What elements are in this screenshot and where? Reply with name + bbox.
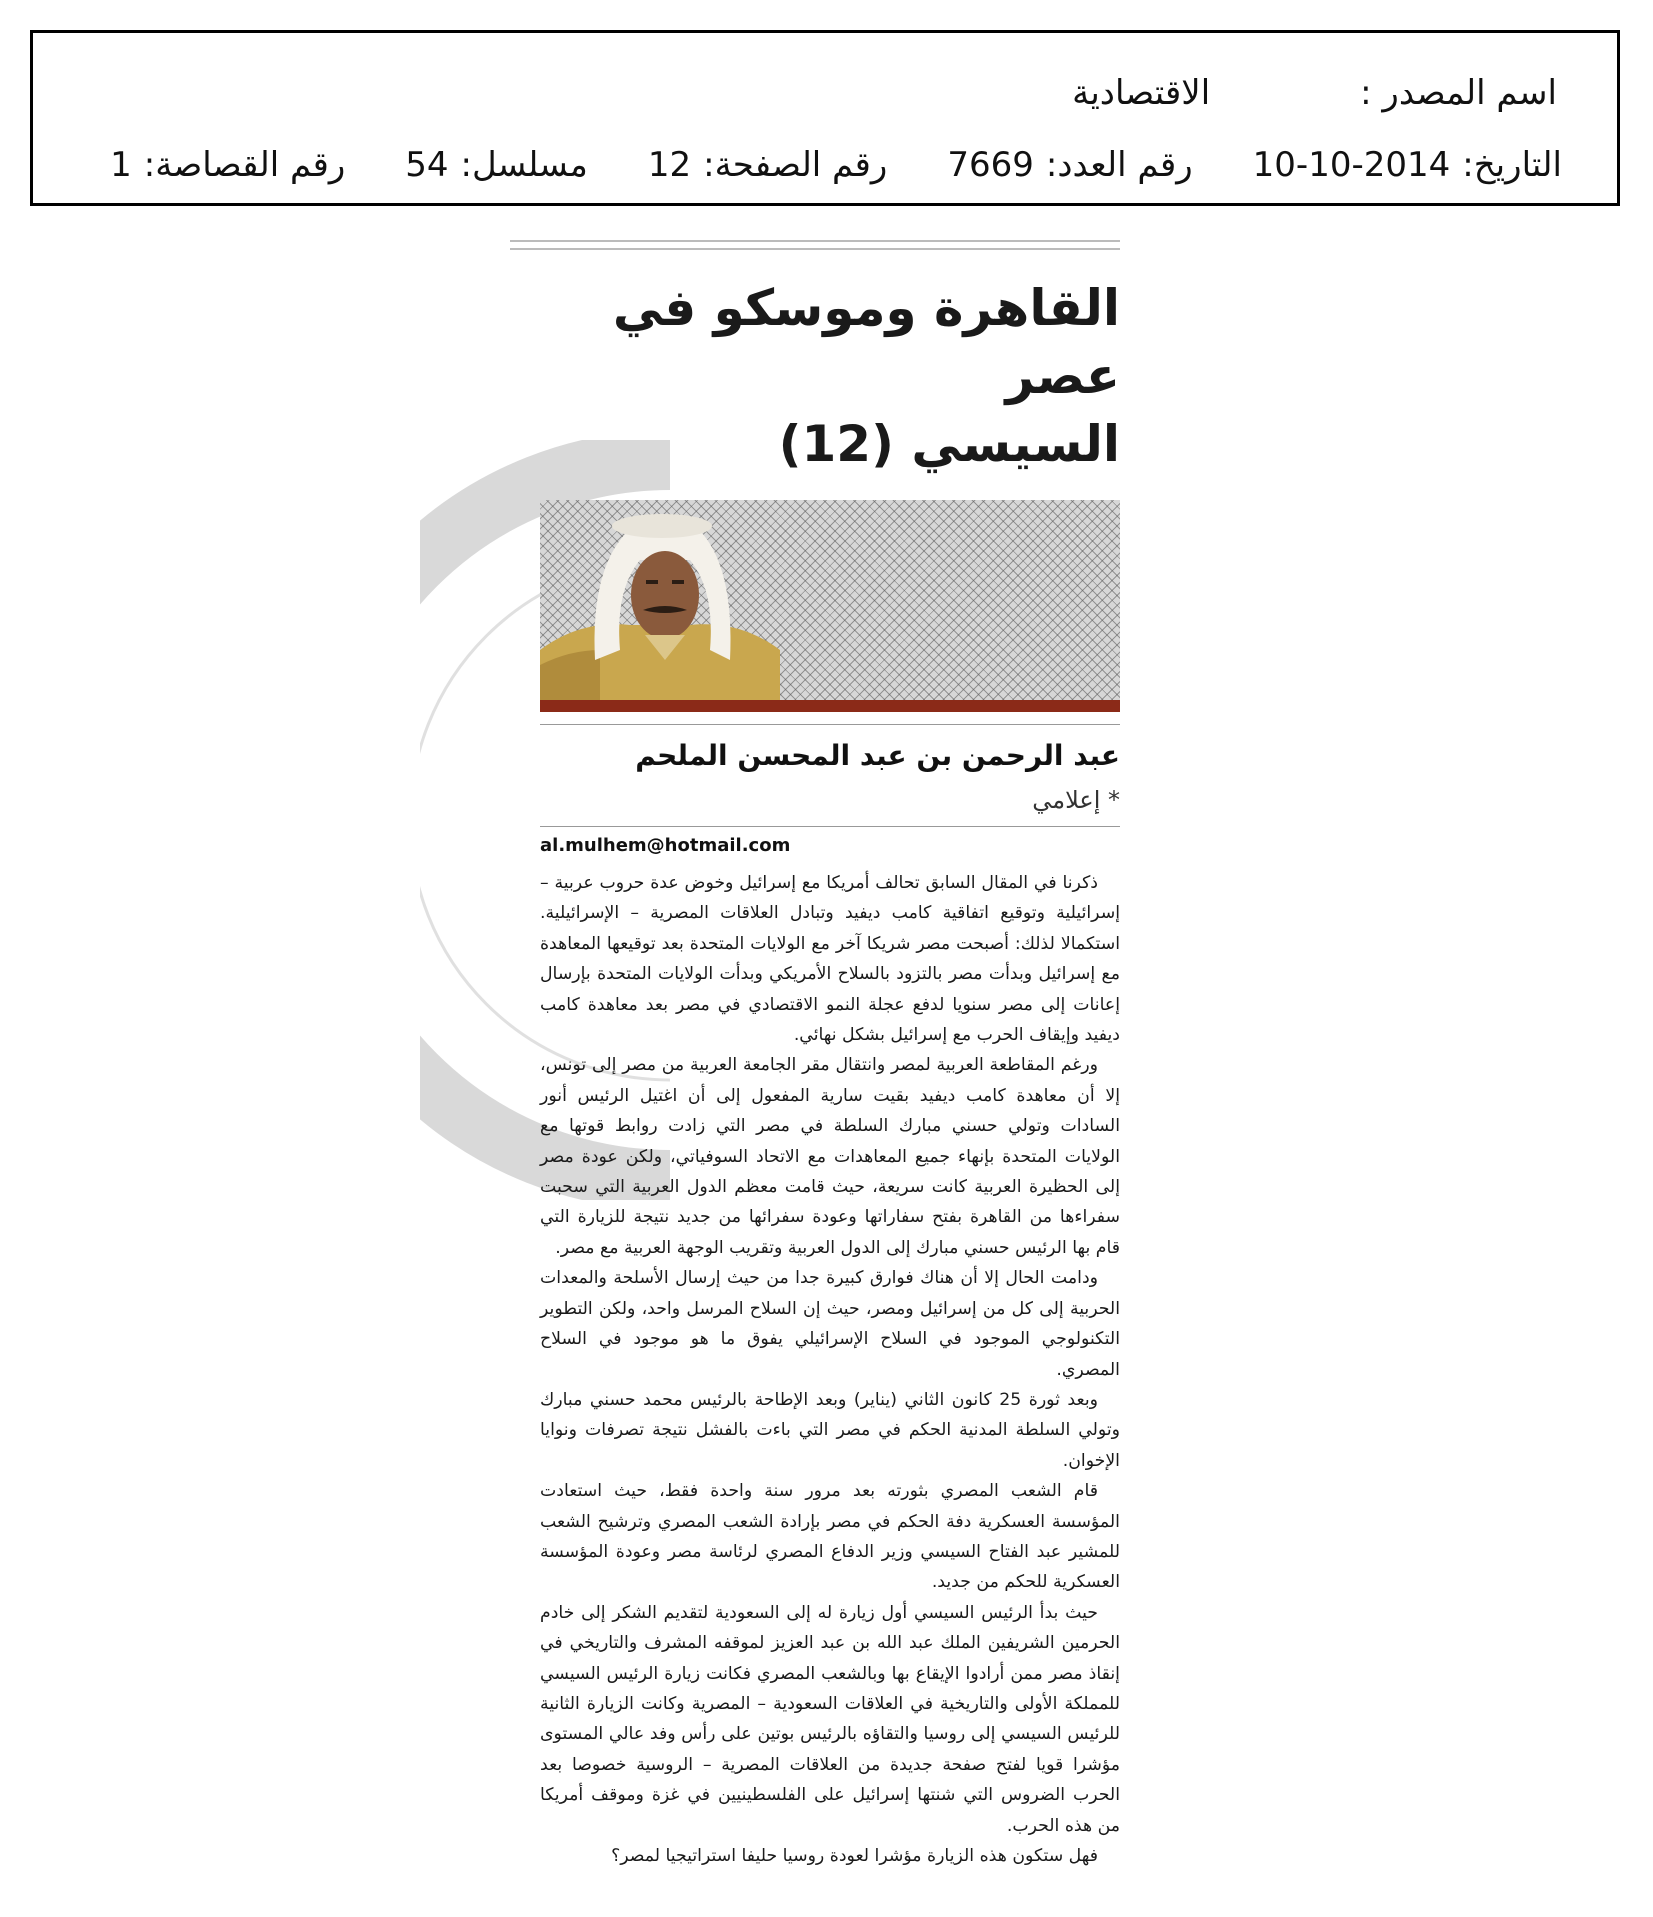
issue-label: رقم العدد:: [1045, 145, 1193, 185]
date-label: التاريخ:: [1462, 145, 1562, 185]
metadata-row-details: [110, 145, 1562, 185]
photo-accent-bar: [540, 700, 1120, 712]
headline-line1: القاهرة وموسكو في عصر: [612, 279, 1120, 405]
issue-value: 7669: [947, 145, 1034, 185]
divider: [540, 826, 1120, 827]
clip-field: [110, 145, 345, 185]
article-body: [540, 868, 1120, 1871]
paragraph: حيث بدأ الرئيس السيسي أول زيارة له إلى السعودية لتقديم الشكر إلى خادم الحرمين الشريفين الملك عبد الله بن عبد العزيز لموقفه المشرف والتاريخي في إنقاذ مصر ممن أرادوا الإيقاع بها وبالشعب المصري فكانت زيارة الرئيس السيسي للمملكة الأولى والتاريخية في العلاقات السعودية – المصرية وكانت الزيارة الثانية للرئيس السيسي إلى روسيا والتقاؤه بالرئيس بوتين على رأس وفد عالي المستوى مؤشرا قويا لفتح صفحة جديدة من العلاقات المصرية – الروسية خصوصا بعد الحرب الضروس التي شنتها إسرائيل على الفلسطينيين في غزة وموقف أمريكا من هذه الحرب.: [540, 1602, 1120, 1836]
divider: [540, 724, 1120, 725]
date-value: 2014-10-10: [1252, 145, 1451, 185]
clip-value: 1: [110, 145, 132, 185]
serial-label: مسلسل:: [460, 145, 588, 185]
page-label: رقم الصفحة:: [703, 145, 888, 185]
page-field: [648, 145, 888, 185]
paragraph: وبعد ثورة 25 كانون الثاني (يناير) وبعد الإطاحة بالرئيس محمد حسني مبارك وتولي السلطة المدنية الحكم في مصر التي باءت بالفشل نتيجة تصرفات ونوايا الإخوان.: [540, 1389, 1120, 1471]
paragraph: فهل ستكون هذه الزيارة مؤشرا لعودة روسيا حليفا استراتيجيا لمصر؟: [611, 1846, 1098, 1866]
source-label: اسم المصدر :: [1360, 73, 1557, 113]
article: [510, 240, 1120, 1871]
author-role: * إعلامي: [1032, 786, 1120, 814]
clip-label: رقم القصاصة:: [143, 145, 346, 185]
author-portrait-icon: [540, 500, 780, 700]
serial-value: 54: [405, 145, 449, 185]
metadata-box: [30, 30, 1620, 206]
paragraph: ذكرنا في المقال السابق تحالف أمريكا مع إسرائيل وخوض عدة حروب عربية – إسرائيلية وتوقيع اتفاقية كامب ديفيد وتبادل العلاقات المصرية – الإسرائيلية. استكمالا لذلك: أصبحت مصر شريكا آخر مع الولايات المتحدة بعد توقيعها المعاهدة مع إسرائيل وبدأت مصر بالتزود بالسلاح الأمريكي وبدأت الولايات المتحدة بإرسال إعانات إلى مصر سنويا لدفع عجلة النمو الاقتصادي في مصر بعد معاهدة كامب ديفيد وإيقاف الحرب مع إسرائيل بشكل نهائي.: [540, 873, 1120, 1046]
paragraph: ورغم المقاطعة العربية لمصر وانتقال مقر الجامعة العربية من مصر إلى تونس، إلا أن معاهدة كامب ديفيد بقيت سارية المفعول إلى أن اغتيل الرئيس أنور السادات وتولي حسني مبارك السلطة في مصر التي زادت روابط قوتها مع الولايات المتحدة بإنهاء جميع المعاهدات مع الاتحاد السوفياتي، ولكن عودة مصر إلى الحظيرة العربية كانت سريعة، حيث قامت معظم الدول العربية التي سحبت سفراءها من القاهرة بفتح سفاراتها وعودة سفرائها من جديد نتيجة للزيارة التي قام بها الرئيس حسني مبارك إلى الدول العربية وتقريب الوجهة العربية مع مصر.: [540, 1055, 1120, 1258]
article-headline: [510, 274, 1120, 478]
issue-field: [947, 145, 1192, 185]
author-photo: [540, 500, 1120, 712]
headline-line2: السيسي (12): [778, 415, 1120, 473]
page-value: 12: [647, 145, 692, 185]
paragraph: قام الشعب المصري بثورته بعد مرور سنة واحدة فقط، حيث استعادت المؤسسة العسكرية دفة الحكم في مصر بإرادة الشعب المصري وترشيح الشعب للمشير عبد الفتاح السيسي وزير الدفاع المصري لرئاسة مصر وعودة المؤسسة العسكرية للحكم من جديد.: [540, 1481, 1120, 1593]
author-name: عبد الرحمن بن عبد المحسن الملحم: [635, 739, 1120, 772]
metadata-row-source: [1072, 73, 1557, 113]
serial-field: [405, 145, 588, 185]
author-email: al.mulhem@hotmail.com: [540, 835, 791, 856]
date-field: [1253, 145, 1562, 185]
top-rule: [510, 240, 1120, 250]
source-value: الاقتصادية: [1072, 73, 1211, 113]
paragraph: ودامت الحال إلا أن هناك فوارق كبيرة جدا من حيث إرسال الأسلحة والمعدات الحربية إلى كل من إسرائيل ومصر، حيث إن السلاح المرسل واحد، ولكن التطوير التكنولوجي الموجود في السلاح الإسرائيلي يفوق ما هو موجود في السلاح المصري.: [540, 1268, 1120, 1380]
